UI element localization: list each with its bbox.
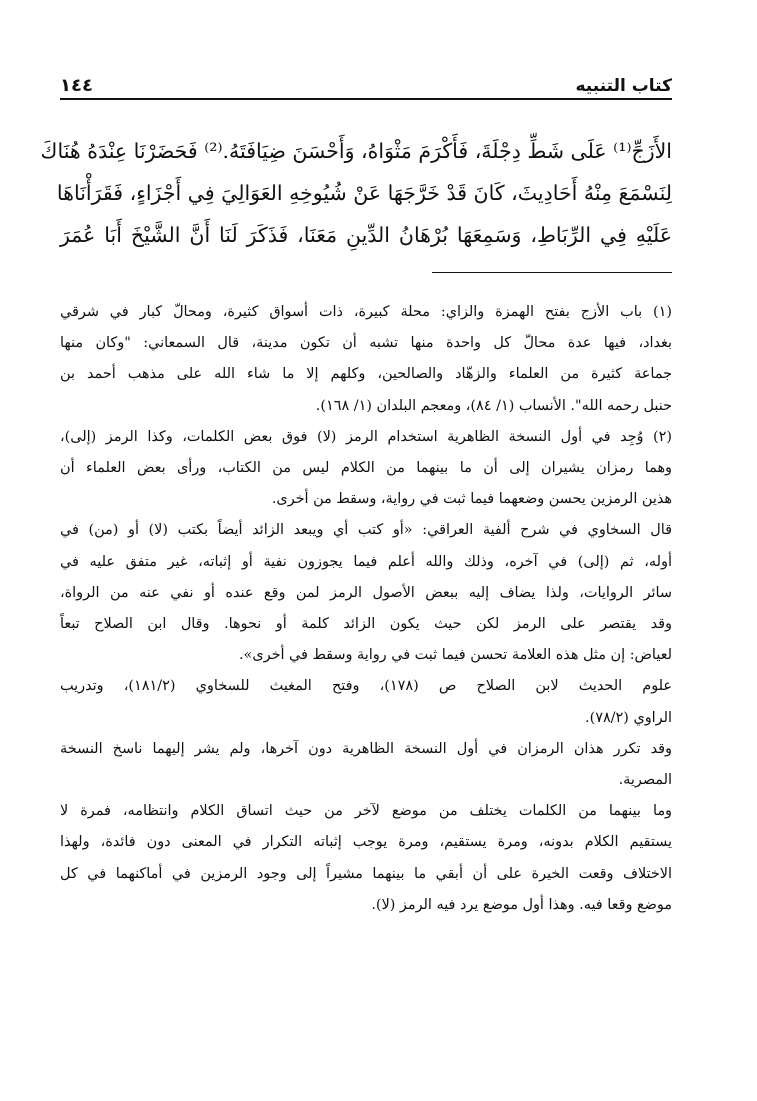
footnote-separator [432,272,672,273]
footnote-line: يستقيم الكلام بدونه، ومرة يستقيم، ومرة يوجب إثباته التكرار في المعنى دون فائدة، ولهذا [60,834,672,851]
footnote-line: موضع وقعا فيه. وهذا أول موضع يرد فيه الرمز (لا). [371,896,672,913]
footnote-line: وقد تكرر هذان الرمزان في أول النسخة الظاهرية دون آخرها، ولم يشر إليهما ناسخ النسخة [60,740,672,757]
footnote-line: وما بينهما من الكلمات يختلف من موضع لآخر من حيث اتساق الكلام وانتظامه، فمرة لا [60,803,672,820]
footnote-line: وهما رمزان يشيران إلى أن ما بينهما من الكلام ليس من الكتاب، ورأى بعض العلماء أن [60,460,672,477]
book-title: كتاب التنبيه [575,76,672,96]
footnote-line: (٢) وُجِد في أول النسخة الظاهرية استخدام الرمز (لا) فوق بعض الكلمات، وكذا الرمز (إلى)، [60,428,672,445]
footnote-line: حنبل رحمه الله". الأنساب (١/ ٨٤)، ومعجم البلدان (١/ ١٦٨). [315,397,672,414]
footnote-line: أوله، ثم (إلى) في آخره، وذلك والله أعلم فيما يجوزون نفية أو إثباته، غير متفق عليه في [60,553,672,570]
main-text-line: الأَزَجِّ⁽¹⁾ عَلَى شَطِّ دِجْلَةَ، فَأَكْرَمَ مَثْوَاهُ، وَأَحْسَنَ ضِيَافَتَهُ.⁽²⁾ فَحَضَرْنَا عِنْدَهُ هُنَاكَ [40,139,672,163]
footnote-line: بغداد، فيها عدة محالّ كل واحدة منها تشبه أن تكون مدينة، قال السمعاني: "وكان منها [60,335,672,352]
footnote-line: سائر الروايات، ولذا يضاف إليه ببعض الأصول الرمز لمن وقع عنده أو نفي عنه من الرواة، [60,584,672,601]
footnote-line: وقد يقتصر على الرمز لكن حيث يكون الزائد كلمة أو نحوها. وقال ابن الصلاح تبعاً [60,616,672,633]
page-number: ١٤٤ [60,75,93,96]
footnote-line: هذين الرمزين يحسن وضعهما فيما ثبت في رواية، وسقط من أخرى. [271,491,672,508]
footnote-line: علوم الحديث لابن الصلاح ص (١٧٨)، وفتح المغيث للسخاوي (١٨١/٢)، وتدريب [60,678,672,695]
footnote-line: جماعة كثيرة من العلماء والزهّاد والصالحين، وكلهم إلا ما شاء الله على مذهب أحمد بن [60,366,672,383]
page-header [60,68,672,100]
book-page [40,68,672,921]
footnote-line: المصرية. [618,772,672,789]
main-text-line: لِنَسْمَعَ مِنْهُ أَحَادِيثَ، كَانَ قَدْ خَرَّجَهَا عَنْ شُيُوخِهِ العَوَالِيَ فِي أَجْزَاءٍ، فَقَرَأْنَاهَا [56,181,672,205]
footnote-line: الراوي (٧٨/٢). [585,709,672,726]
footnotes [60,297,672,921]
main-text [40,130,672,256]
main-text-line: عَلَيْهِ فِي الرِّبَاطِ، وَسَمِعَهَا بُرْهَانُ الدِّينِ مَعَنَا، فَذَكَرَ لَنَا أَنَّ الشَّيْخَ أَبَا عُمَرَ [60,223,672,247]
footnote-line: لعياض: إن مثل هذه العلامة تحسن فيما ثبت في رواية وسقط في أخرى». [238,647,672,664]
footnote-line: قال السخاوي في شرح ألفية العراقي: «أو كتب أي ويبعد الزائد أيضاً بكتب (لا) أو (من) في [60,522,672,539]
footnote-line: الاختلاف وقعت الخيرة على أن أبقي ما بينهما مشيراً إلى وجود الرمزين في أماكنهما في كل [60,865,672,882]
footnote-line: (١) باب الأزج بفتح الهمزة والزاي: محلة كبيرة، ذات أسواق كثيرة، ومحالّ كبار في شرقي [60,304,672,320]
